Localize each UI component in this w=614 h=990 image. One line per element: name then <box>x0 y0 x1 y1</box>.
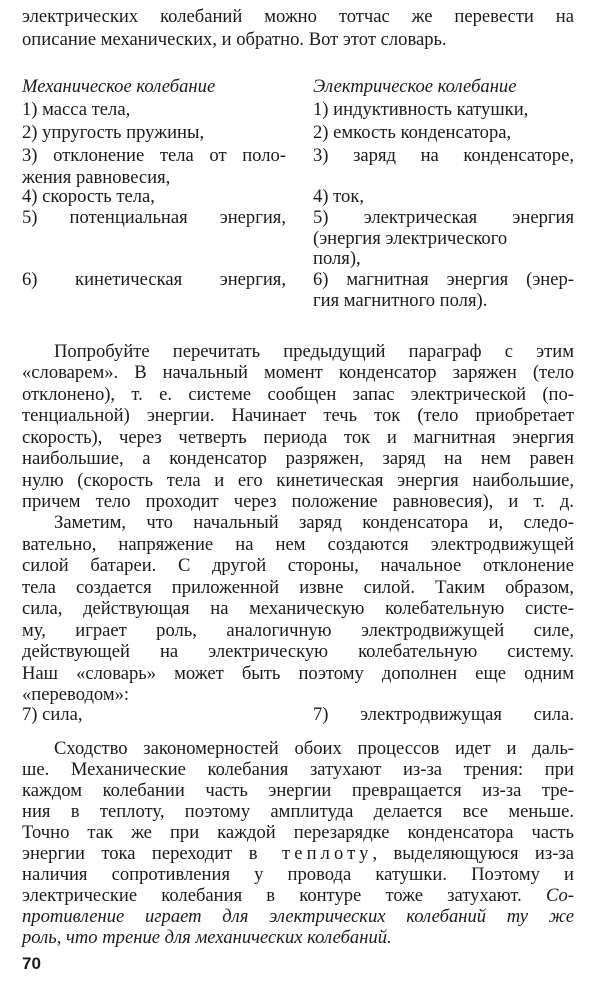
elec-item: (энергия электрического <box>313 228 508 249</box>
paragraph-line: наибольшие, а конденсатор разряжен, заряд на нем равен <box>22 448 574 469</box>
paragraph-line: тела создается приложенной извне силой. Таким образом, <box>22 577 574 598</box>
elec-item: 7) электродвижущая сила. <box>313 704 574 725</box>
spaced-emphasis: в теплоту <box>248 843 373 864</box>
mech-item: 1) масса тела, <box>22 99 131 120</box>
mech-item: 7) сила, <box>22 704 83 725</box>
paragraph-line: действующей на электрическую колебательную систему. <box>22 641 574 662</box>
italic-emphasis: Со- <box>545 885 574 906</box>
text-run: электрические колебания в контуре тоже затухают. <box>22 885 546 906</box>
intro-line: электрических колебаний можно тотчас же перевести на <box>22 6 574 27</box>
paragraph-line: Наш «словарь» может быть поэтому дополнен еще одним <box>22 663 574 684</box>
elec-column-heading: Электрическое колебание <box>313 76 517 97</box>
mech-item: жения равновесия, <box>22 167 171 188</box>
elec-item: 5) электрическая энергия <box>313 207 574 228</box>
paragraph-line: каждом колебании часть энергии превращается из-за тре- <box>22 780 574 801</box>
paragraph-line: нулю (скорость тела и его кинетическая энергия наибольшие, <box>22 470 574 491</box>
paragraph-line: Точно так же при каждой перезарядке конденсатора часть <box>22 822 574 843</box>
mech-item: 2) упругость пружины, <box>22 122 205 143</box>
elec-item: 3) заряд на конденсаторе, <box>313 145 574 166</box>
paragraph-line: му, играет роль, аналогичную электродвижущей силе, <box>22 620 574 641</box>
mech-item: 6) кинетическая энергия, <box>22 269 286 290</box>
page-number: 70 <box>22 954 41 973</box>
paragraph-line: «словарем». В начальный момент конденсатор заряжен (тело <box>22 362 574 383</box>
elec-item: 2) емкость конденсатора, <box>313 122 512 143</box>
elec-item: 4) ток, <box>313 186 364 207</box>
text-run: , выделяющуюся из-за <box>372 843 574 864</box>
paragraph-line: Сходство закономерностей обоих процессов идет и даль- <box>54 738 574 759</box>
paragraph-line: Попробуйте перечитать предыдущий параграф с этим <box>54 341 574 362</box>
italic-emphasis: противление играет для электрических колебаний ту же <box>22 906 574 927</box>
paragraph-line <box>22 927 574 948</box>
paragraph-line: скорость), через четверть периода ток и магнитная энергия <box>22 427 574 448</box>
paragraph-line <box>22 906 574 927</box>
paragraph-line <box>22 885 574 906</box>
elec-item: 6) магнитная энергия (энер- <box>313 269 574 290</box>
paragraph-line <box>22 843 574 864</box>
paragraph-line: причем тело проходит через положение равновесия), и т. д. <box>22 491 574 512</box>
paragraph-line: тенциальной) энергии. Начинает течь ток (тело приобретает <box>22 405 574 426</box>
intro-line: описание механических, и обратно. Вот этот словарь. <box>22 29 447 50</box>
mech-item: 4) скорость тела, <box>22 186 155 207</box>
elec-item: 1) индуктивность катушки, <box>313 99 529 120</box>
paragraph-line: Заметим, что начальный заряд конденсатора и, следо- <box>54 512 574 533</box>
text-run: энергии тока переходит <box>22 843 249 864</box>
paragraph-line: отклонено), т. е. системе сообщен запас электрической (по- <box>22 384 574 405</box>
paragraph-line: наличия сопротивления у провода катушки. Поэтому и <box>22 864 574 885</box>
paragraph-line: «переводом»: <box>22 684 130 705</box>
paragraph-line: сила, действующая на механическую колебательную систе- <box>22 598 574 619</box>
paragraph-line: ния в теплоту, поэтому амплитуда делается все меньше. <box>22 801 574 822</box>
mech-item: 5) потенциальная энергия, <box>22 207 286 228</box>
paragraph-line: силой батареи. С другой стороны, начальное отклонение <box>22 555 574 576</box>
mech-column-heading: Механическое колебание <box>22 76 216 97</box>
paragraph-line: вательно, напряжение на нем создаются электродвижущей <box>22 534 574 555</box>
italic-emphasis: роль, что трение для механических колебаний. <box>22 927 392 948</box>
elec-item: гия магнитного поля). <box>313 290 488 311</box>
paragraph-line: ше. Механические колебания затухают из-за трения: при <box>22 759 574 780</box>
mech-item: 3) отклонение тела от поло- <box>22 145 286 166</box>
elec-item: поля), <box>313 248 361 269</box>
